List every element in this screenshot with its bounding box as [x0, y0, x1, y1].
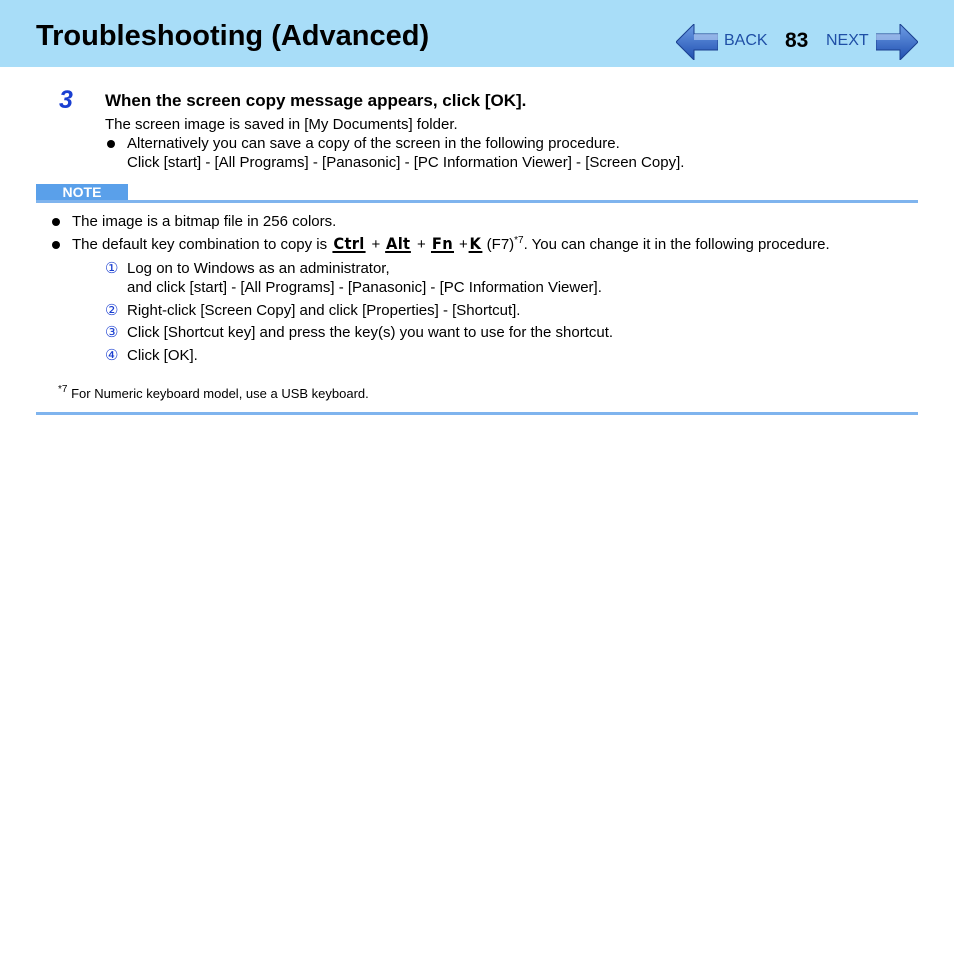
sub-step-2: Right-click [Screen Copy] and click [Properties] - [Shortcut].	[127, 302, 521, 319]
ctrl-key-icon: Ctrl	[333, 234, 365, 253]
note-bullet-2	[72, 236, 830, 254]
sub-step-4: Click [OK].	[127, 347, 198, 364]
sub-step-1-line1: Log on to Windows as an administrator,	[127, 260, 390, 277]
footnote	[58, 385, 369, 403]
note-divider	[36, 200, 918, 203]
plus-sign: +	[459, 236, 468, 253]
page-number: 83	[785, 29, 809, 52]
plus-sign: +	[416, 236, 426, 253]
footnote-ref: *7	[514, 235, 524, 246]
bullet-dot	[52, 241, 60, 249]
k-key-icon: K	[469, 234, 481, 253]
page-title: Troubleshooting (Advanced)	[36, 20, 430, 52]
sub-step-marker-1: ①	[105, 260, 119, 277]
note-bullet-1: The image is a bitmap file in 256 colors.	[72, 213, 337, 230]
back-arrow-icon[interactable]	[676, 24, 718, 60]
footnote-text: For Numeric keyboard model, use a USB keyboard.	[71, 386, 369, 401]
plus-sign: +	[371, 236, 381, 253]
note-bullet-2-suffix: . You can change it in the following procedure.	[523, 236, 830, 253]
note-bullet-2-prefix: The default key combination to copy is	[72, 236, 328, 253]
f7-label: (F7)	[486, 236, 515, 253]
sub-step-1-line2: and click [start] - [All Programs] - [Panasonic] - [PC Information Viewer].	[127, 279, 602, 296]
bullet-dot	[107, 140, 115, 148]
sub-step-marker-4: ④	[105, 347, 119, 364]
next-arrow-icon[interactable]	[876, 24, 918, 60]
next-link[interactable]: NEXT	[826, 32, 869, 49]
step-bullet-line2: Click [start] - [All Programs] - [Panasonic] - [PC Information Viewer] - [Screen Copy].	[127, 154, 685, 171]
sub-step-marker-2: ②	[105, 302, 119, 319]
sub-step-marker-3: ③	[105, 324, 119, 341]
step-description: The screen image is saved in [My Documents] folder.	[105, 116, 458, 133]
bullet-dot	[52, 218, 60, 226]
note-badge: NOTE	[36, 184, 128, 201]
fn-key-icon: Fn	[431, 234, 453, 253]
back-link[interactable]: BACK	[724, 32, 768, 49]
step-heading: When the screen copy message appears, click [OK].	[105, 91, 527, 110]
alt-key-icon: Alt	[386, 234, 411, 253]
sub-step-3: Click [Shortcut key] and press the key(s) you want to use for the shortcut.	[127, 324, 614, 341]
bottom-divider	[36, 412, 918, 415]
footnote-mark: *7	[58, 384, 68, 395]
step-bullet-line1: Alternatively you can save a copy of the screen in the following procedure.	[127, 135, 620, 152]
step-number: 3	[59, 86, 73, 114]
